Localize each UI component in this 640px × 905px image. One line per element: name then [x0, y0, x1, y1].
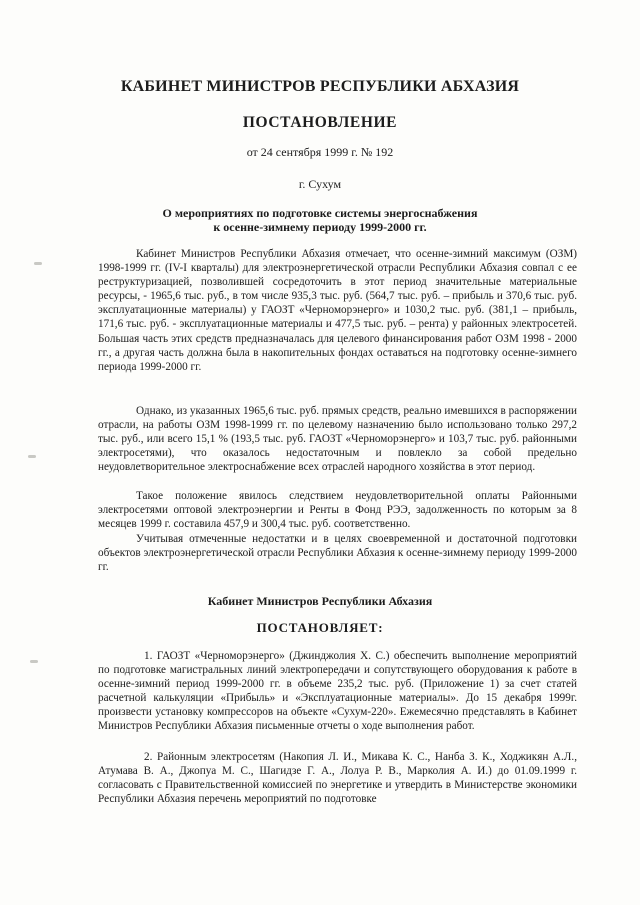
subject-line-1: О мероприятиях по подготовке системы энергоснабжения: [162, 206, 478, 220]
item-2: [98, 750, 577, 806]
document-type: ПОСТАНОВЛЕНИЕ: [242, 114, 398, 131]
item-text: 1. ГАОЗТ «Черноморэнерго» (Джинджолия Х. С.) обеспечить выполнение мероприятий по подготовке магистральных линий электропередачи и сопутствующего оборудования к работе в осенне-зимний период 1999-2000 гг. в объеме 235,2 тыс. руб. (Приложение 1) за счет статей расчетной калькуляции «Прибыль» и «Эксплуатационные материалы». До 15 декабря 1999г. произвести установку компрессоров на объекте «Сухум-220». Ежемесячно представлять в Кабинет Министров Республики Абхазия письменные отчеты о ходе выполнения работ.: [98, 650, 577, 733]
paragraph-1: [98, 247, 577, 374]
city: г. Сухум: [298, 177, 342, 191]
resolution-body: Кабинет Министров Республики Абхазия: [207, 594, 433, 608]
paragraph-text: Учитывая отмеченные недостатки и в целях своевременной и достаточной подготовки объектов электроэнергетической отрасли Республики Абхазия к осенне-зимнему периоду 1999-2000 гг.: [98, 533, 577, 574]
item-1: [98, 649, 577, 734]
paragraph-2: [98, 404, 577, 474]
paragraph-text: Однако, из указанных 1965,6 тыс. руб. прямых средств, реально имевшихся в распоряжении отрасли, на работы ОЗМ 1998-1999 гг. по целевому назначению было использовано только 297,2 тыс. руб., или всего 15,1 % (193,5 тыс. руб. ГАОЗТ «Черноморэнерго» и 103,7 тыс. руб. районными электросетями), что оказалось недостаточным и повлекло за собой предельно неудовлетворительное электроснабжение всех отраслей народного хозяйства в этот период.: [98, 405, 577, 474]
scan-mark: [28, 455, 36, 458]
subject-line-2: к осенне-зимнему периоду 1999-2000 гг.: [213, 220, 427, 234]
subject-heading: [0, 206, 640, 234]
date-and-number: от 24 сентября 1999 г. № 192: [246, 145, 394, 159]
scan-mark: [30, 660, 38, 663]
resolution-verb: ПОСТАНОВЛЯЕТ:: [256, 620, 384, 635]
paragraph-3: [98, 489, 577, 531]
paragraph-text: Кабинет Министров Республики Абхазия отмечает, что осенне-зимний максимум (ОЗМ) 1998-1999 гг. (IV-I кварталы) для электроэнергетической отрасли Республики Абхазия совпал с ее реструктуризацией, позволившей сосредоточить в этот период значительные материальные ресурсы, - 1965,6 тыс. руб., в том числе 935,3 тыс. руб. (564,7 тыс. руб. – прибыль и 370,6 тыс. руб. эксплуатационные материалы) у ГАОЗТ «Черноморэнерго» и 1030,2 тыс. руб. (381,1 – прибыль, 171,6 тыс. руб. - эксплуатационные материалы и 477,5 тыс. руб. – рента) у районных электросетей. Большая часть этих средств предназначалась для целевого финансирования работ ОЗМ 1998 - 2000 гг., а другая часть должна была в накопительных фондах оставаться на подготовку осенне-зимнего периода 1999-2000 гг.: [98, 248, 577, 373]
paragraph-4: [98, 532, 577, 574]
paragraph-text: Такое положение явилось следствием неудовлетворительной оплаты Районными электросетями оптовой электроэнергии и Ренты в Фонд РЭЭ, задолженность по которым за 8 месяцев 1999 г. составила 457,9 и 300,4 тыс. руб. соответственно.: [98, 490, 577, 531]
scan-mark: [34, 262, 42, 265]
item-text: 2. Районным электросетям (Накопия Л. И., Микава К. С., Нанба З. К., Ходжикян А.Л., Атумава В. А., Джопуа М. С., Шагидзе Г. А., Лолуа Р. В., Марколия А. И.) до 01.09.1999 г. согласовать с Правительственной комиссией по энергетике и утвердить в Министерстве экономики Республики Абхазия перечень мероприятий по подготовке: [98, 751, 577, 806]
organization-title: КАБИНЕТ МИНИСТРОВ РЕСПУБЛИКИ АБХАЗИЯ: [120, 78, 520, 95]
